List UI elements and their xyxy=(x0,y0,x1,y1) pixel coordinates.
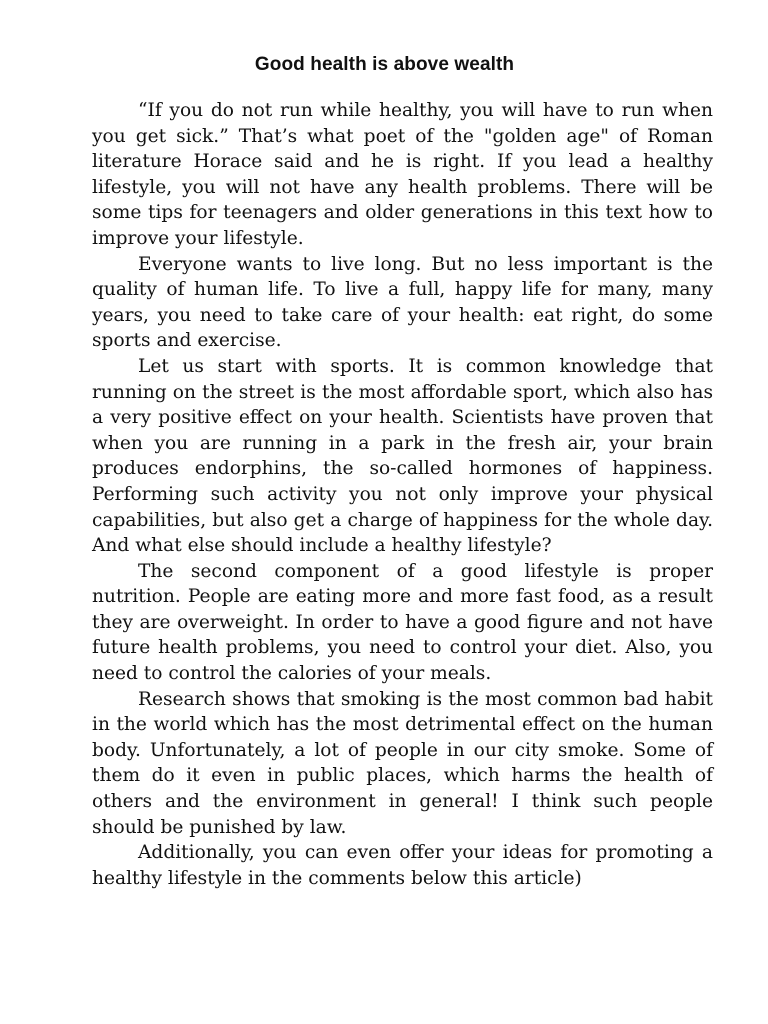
paragraph-smoking: Research shows that smoking is the most common bad habit in the world which has the most detrimental effect on the human body. Unfortunately, a lot of people in our city smoke. Some of them do it even in public places, which harms the health of others and the environment in general! I think such people should be punished by law. xyxy=(92,688,713,838)
paragraph-sports: Let us start with sports. It is common knowledge that running on the street is the most affordable sport, which also has a very positive effect on your health. Scientists have proven that when you are running in a park in the fresh air, your brain produces endorphins, the so-called hormones of happiness. Performing such activity you not only improve your physical capabilities, but also get a charge of happiness for the whole day. And what else should include a healthy lifestyle? xyxy=(92,355,713,557)
paragraph-live-long: Everyone wants to live long. But no less important is the quality of human life. To live a full, happy life for many, many years, you need to take care of your health: eat right, do some sports and exercise. xyxy=(92,253,713,352)
paragraph-intro-quote: “If you do not run while healthy, you will have to run when you get sick.” That’s what poet of the "golden age" of Roman literature Horace said and he is right. If you lead a healthy lifestyle, you will not have any health problems. There will be some tips for teenagers and older generations in this text how to improve your lifestyle. xyxy=(92,100,713,249)
document-title: Good health is above wealth xyxy=(254,54,515,75)
paragraph-closing: Additionally, you can even offer your ideas for promoting a healthy lifestyle in the comments below this article) xyxy=(92,842,713,889)
document-body xyxy=(92,98,713,891)
paragraph-nutrition: The second component of a good lifestyle is proper nutrition. People are eating more and more fast food, as a result they are overweight. In order to have a good figure and not have future health problems, you need to control your diet. Also, you need to control the calories of your meals. xyxy=(92,560,713,685)
